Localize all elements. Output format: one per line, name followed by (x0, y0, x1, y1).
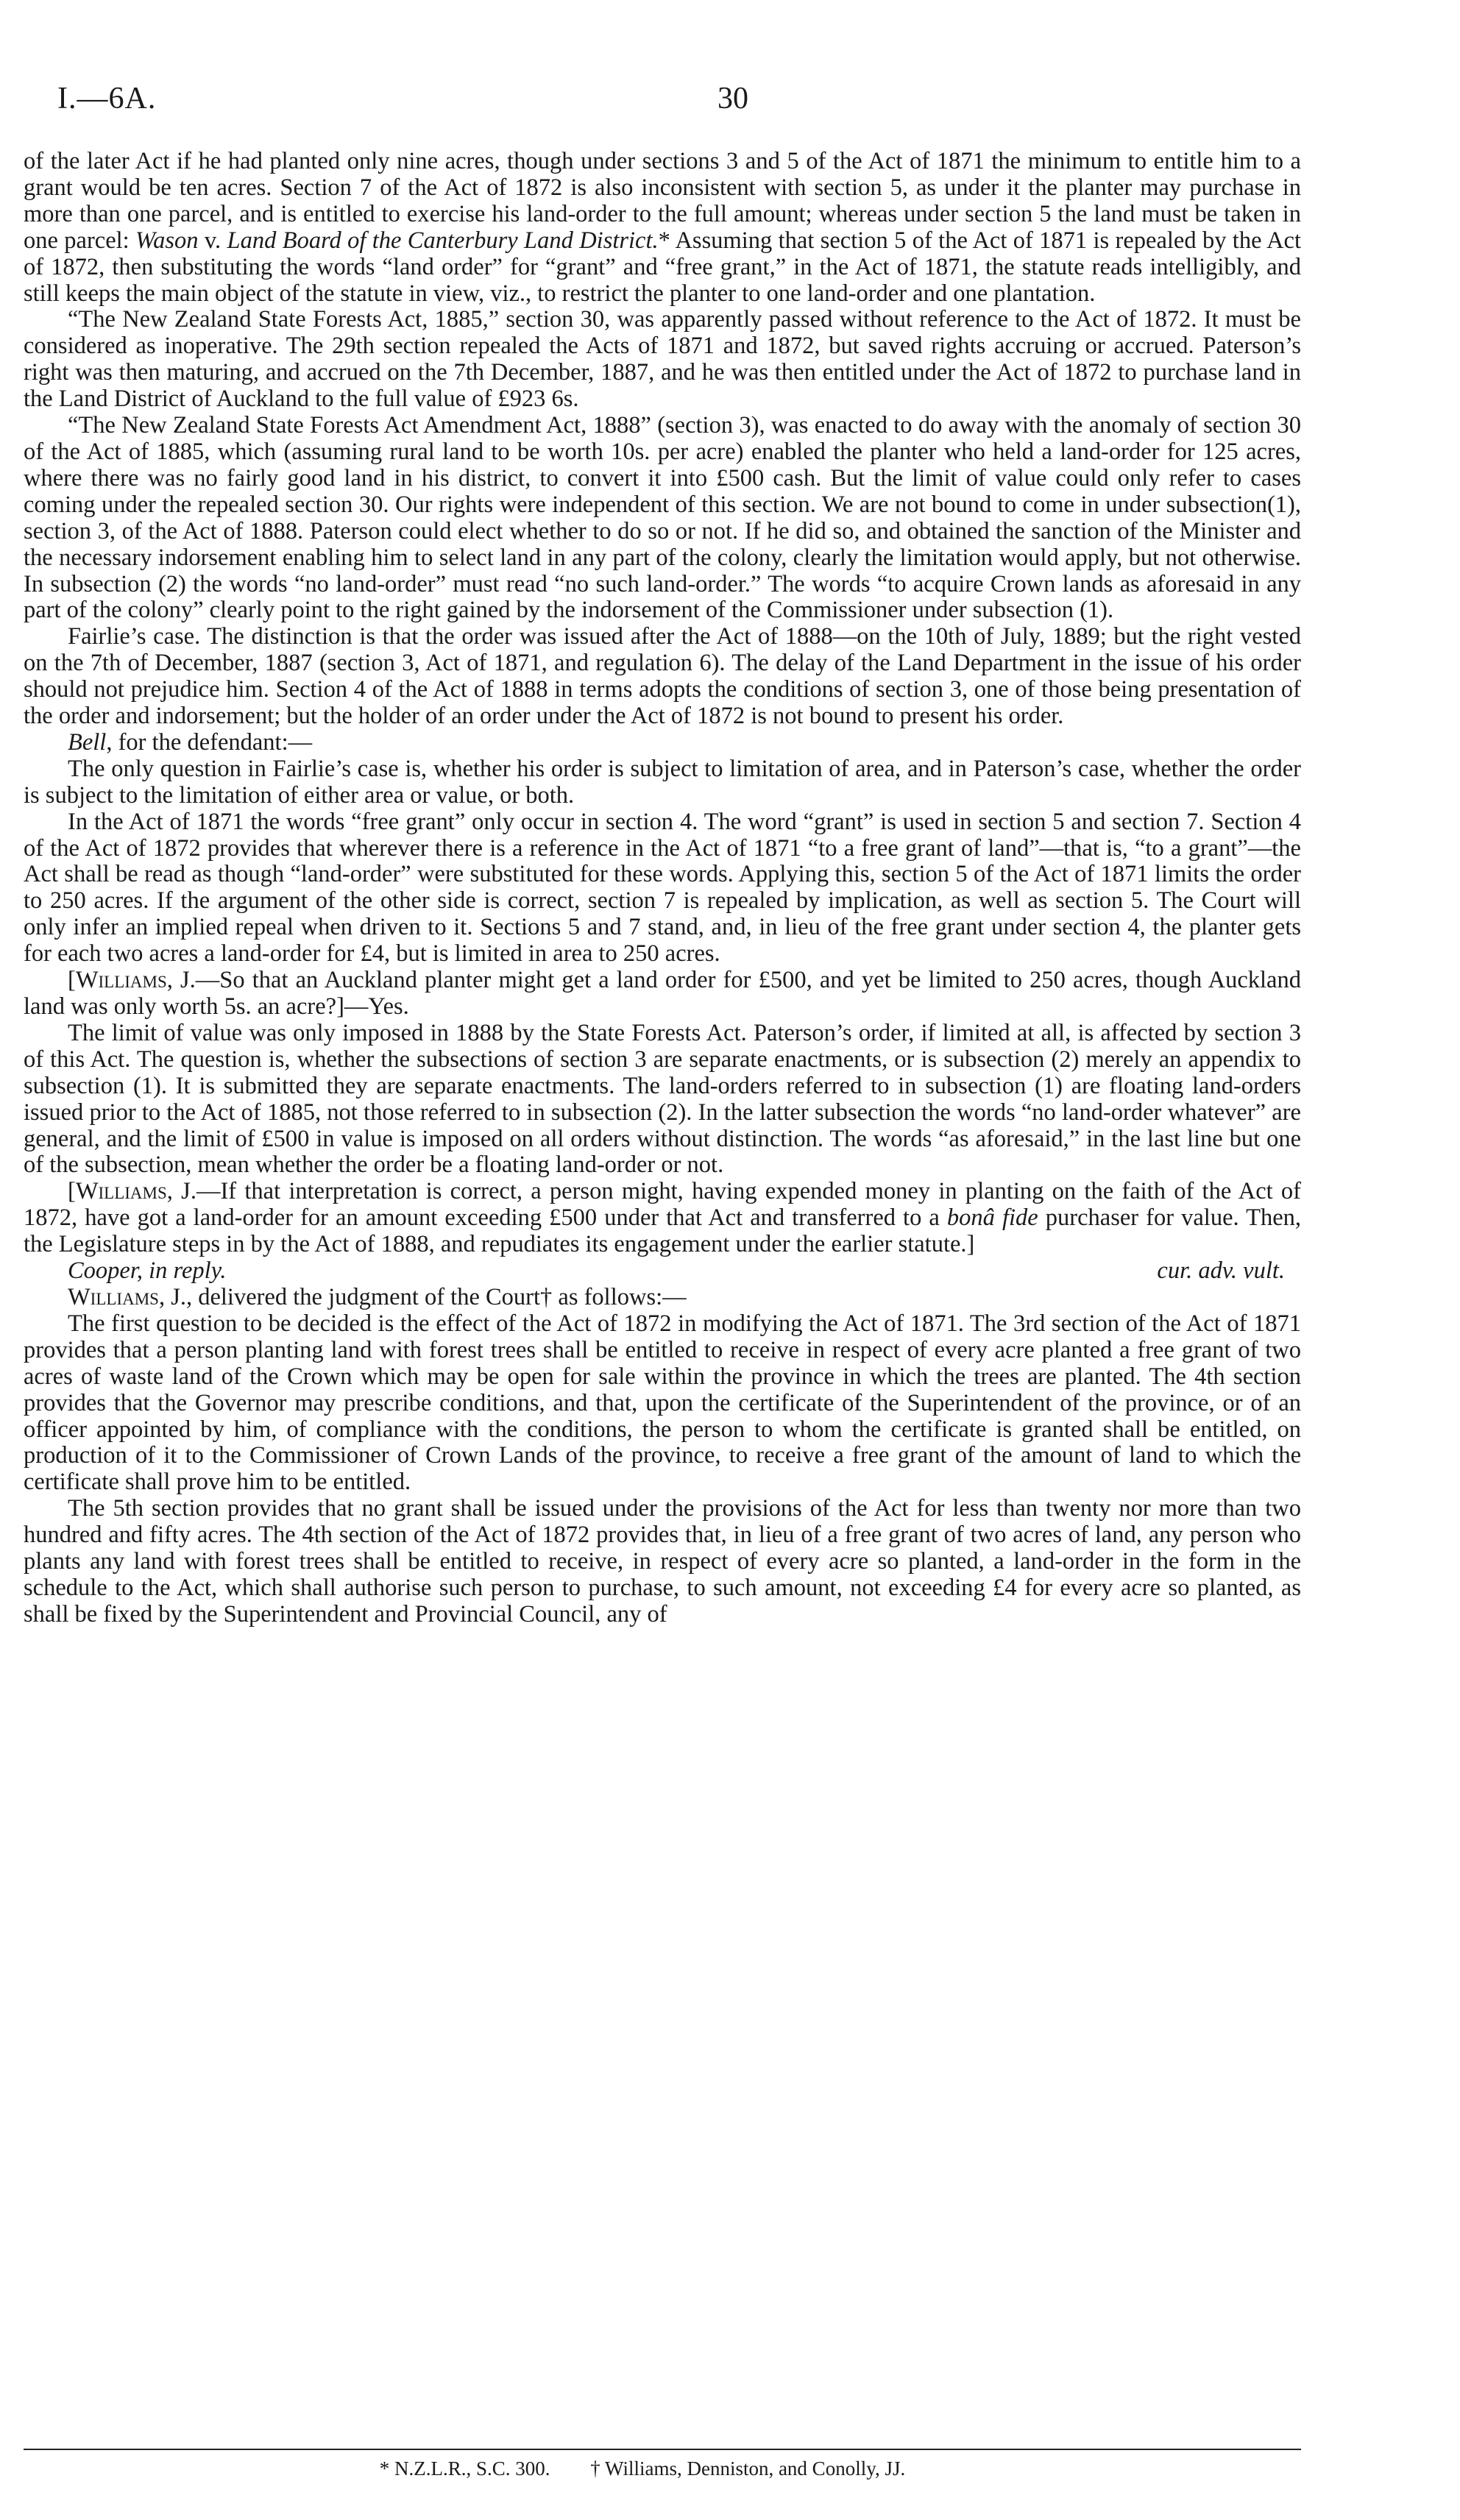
paragraph: The only question in Fairlie’s case is, whether his order is subject to limitation of area, and in Paterson’s case, whether the order is subject to the limitation of either area or value, or both. (24, 755, 1301, 809)
paragraph: Bell, for the defendant:— (68, 728, 313, 756)
paragraph: Williams, J., delivered the judgment of the Court† as follows:— (68, 1283, 687, 1310)
paragraph: [Williams, J.—If that interpretation is correct, a person might, having expended money in planting on the faith of the Act of 1872, have got a land-order for an amount exceeding £500 under that Act and transferred to a bonâ fide purchaser for value. Then, the Legislature steps in by the Act of 1888, and repudiates its engagement under the earlier statute.] (24, 1178, 1301, 1258)
page-number: 30 (717, 82, 748, 116)
paragraphs-after-reply (24, 1285, 1301, 1628)
footnote-1: * N.Z.L.R., S.C. 300. (379, 2457, 550, 2480)
paragraphs-before-reply (24, 149, 1301, 1258)
paragraph: “The New Zealand State Forests Act, 1885,” section 30, was apparently passed without reference to the Act of 1872. It must be considered as inoperative. The 29th section repealed the Acts of 1871 and 1872, but saved rights accruing or accrued. Paterson’s right was then maturing, and accrued on the 7th December, 1887, and he was then entitled under the Act of 1872 to purchase land in the Land District of Auckland to the full value of £923 6s. (24, 306, 1301, 413)
paragraph: In the Act of 1871 the words “free grant” only occur in section 4. The word “grant” is used in section 5 and section 7. Section 4 of the Act of 1872 provides that wherever there is a reference in the Act of 1871 “to a free grant of land”—that is, “to a grant”—the Act shall be read as though “land-order” were substituted for these words. Applying this, section 5 of the Act of 1871 limits the order to 250 acres. If the argument of the other side is correct, section 7 is repealed by implication, as well as section 5. The Court will only infer an implied repeal when driven to it. Sections 5 and 7 stand, and, in lieu of the free grant under section 4, the planter gets for each two acres a land-order for £4, but is limited in area to 250 acres. (24, 808, 1301, 968)
reply-line (24, 1258, 1301, 1285)
footnote-2: † Williams, Denniston, and Conolly, JJ. (590, 2457, 906, 2480)
paragraph: The first question to be decided is the effect of the Act of 1872 in modifying the Act of 1871. The 3rd section of the Act of 1871 provides that a person planting land with forest trees shall be entitled to receive in respect of every acre planted a free grant of two acres of waste land of the Crown which may be open for sale within the province in which the trees are planted. The 4th section provides that the Governor may prescribe conditions, and that, upon the certificate of the Superintendent of the province, or of an officer appointed by him, of compliance with the conditions, the person to whom the certificate is granted shall be entitled, on production of it to the Commissioner of Crown Lands of the province, to receive a free grant of the amount of land to which the certificate shall prove him to be entitled. (24, 1310, 1301, 1496)
paragraph: of the later Act if he had planted only nine acres, though under sections 3 and 5 of the Act of 1871 the minimum to entitle him to a grant would be ten acres. Section 7 of the Act of 1872 is also inconsistent with section 5, as under it the planter may purchase in more than one parcel, and is entitled to exercise his land-order to the full amount; whereas under section 5 the land must be taken in one parcel: Wason v. Land Board of the Canterbury Land District.* Assuming that section 5 of the Act of 1871 is repealed by the Act of 1872, then substituting the words “land order” for “grant” and “free grant,” in the Act of 1871, the statute reads intelligibly, and still keeps the main object of the statute in view, viz., to restrict the planter to one land-order and one plantation. (24, 148, 1301, 307)
body-text (24, 149, 1301, 1628)
reply-left: Cooper, in reply. (68, 1257, 227, 1285)
paragraph: “The New Zealand State Forests Act Amendment Act, 1888” (section 3), was enacted to do away with the anomaly of section 30 of the Act of 1885, which (assuming rural land to be worth 10s. per acre) enabled the planter who held a land-order for 125 acres, where there was no fairly good land in his district, to convert it into £500 cash. But the limit of value could only refer to cases coming under the repealed section 30. Our rights were independent of this section. We are not bound to come in under subsection(1), section 3, of the Act of 1888. Paterson could elect whether to do so or not. If he did so, and obtained the sanction of the Minister and the necessary indorsement enabling him to select land in any part of the colony, clearly the limitation would apply, but not otherwise. In subsection (2) the words “no land-order” must read “no such land-order.” The words “to acquire Crown lands as aforesaid in any part of the colony” clearly point to the right gained by the indorsement of the Commissioner under subsection (1). (24, 412, 1301, 624)
footnote-rule (24, 2449, 1301, 2450)
paragraph: The limit of value was only imposed in 1888 by the State Forests Act. Paterson’s order, if limited at all, is affected by section 3 of this Act. The question is, whether the subsections of section 3 are separate enactments, or is subsection (2) merely an appendix to subsection (1). It is submitted they are separate enactments. The land-orders referred to in subsection (1) are floating land-orders issued prior to the Act of 1885, not those referred to in subsection (2). In the latter subsection the words “no land-order whatever” are general, and the limit of £500 in value is imposed on all orders without distinction. The words “as aforesaid,” in the last line but one of the subsection, mean whether the order be a floating land-order or not. (24, 1019, 1301, 1179)
paragraph: [Williams, J.—So that an Auckland planter might get a land order for £500, and yet be limited to 250 acres, though Auckland land was only worth 5s. an acre?]—Yes. (24, 967, 1301, 1020)
document-reference: I.—6A. (57, 82, 157, 116)
paragraph: The 5th section provides that no grant shall be issued under the provisions of the Act for less than twenty nor more than two hundred and fifty acres. The 4th section of the Act of 1872 provides that, in lieu of a free grant of two acres of land, any person who plants any land with forest trees shall be entitled to receive, in respect of every acre so planted, a land-order in the form in the schedule to the Act, which shall authorise such person to purchase, to such amount, not exceeding £4 for every acre so planted, as shall be fixed by the Superintendent and Provincial Council, any of (24, 1495, 1301, 1628)
page-header (52, 81, 1336, 125)
paragraph: Fairlie’s case. The distinction is that the order was issued after the Act of 1888—on the 10th of July, 1889; but the right vested on the 7th of December, 1887 (section 3, Act of 1871, and regulation 6). The delay of the Land Department in the issue of his order should not prejudice him. Section 4 of the Act of 1888 in terms adopts the conditions of section 3, one of those being presentation of the order and indorsement; but the holder of an order under the Act of 1872 is not bound to present his order. (24, 623, 1301, 730)
footnotes (0, 2457, 1285, 2480)
reply-right: cur. adv. vult. (1157, 1257, 1285, 1285)
